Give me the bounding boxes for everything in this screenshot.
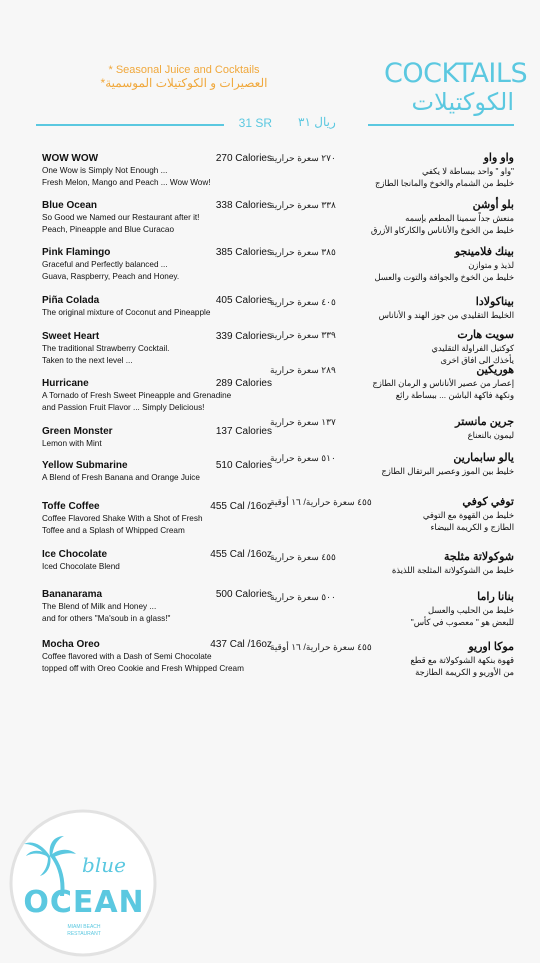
item-description-ar: إعصار من عصير الأناناس و الرمان الطازج: [372, 378, 514, 388]
item-calories-ar: ٤٥٥ سعرة حرارية/ ١٦ أوقية: [270, 642, 372, 652]
item-calories: 385 Calories: [215, 247, 272, 258]
item-calories: 437 Cal /16oz: [210, 639, 272, 650]
item-description: Lemon with Mint: [42, 439, 102, 448]
item-description: One Wow is Simply Not Enough ...: [42, 166, 168, 175]
menu-item-ar: [270, 550, 514, 576]
menu-item-ar: [270, 640, 514, 678]
item-description: Coffee flavored with a Dash of Semi Chocolate: [42, 652, 212, 661]
svg-text:MIAMI BEACH: MIAMI BEACH: [67, 924, 101, 930]
menu-item-en: [42, 377, 272, 414]
item-name-ar: سويت هارت: [457, 329, 514, 341]
item-name: WOW WOW: [42, 153, 99, 164]
item-name-ar: توفي كوفي: [462, 496, 514, 508]
blue-ocean-logo: [8, 808, 158, 958]
item-calories-ar: ٥١٠ سعرة حرارية: [270, 453, 336, 463]
item-name-ar: بلو أوشن: [472, 199, 514, 211]
item-description-ar: خليط من القهوة مع التوفي: [422, 510, 514, 520]
item-calories: 289 Calories: [215, 378, 272, 389]
item-name: Ice Chocolate: [42, 549, 108, 560]
menu-item-en: [42, 330, 272, 367]
item-calories-ar: ١٣٧ سعرة حرارية: [270, 417, 336, 427]
item-calories-ar: ٣٨٥ سعرة حرارية: [270, 247, 336, 257]
item-description: Toffee and a Splash of Whipped Cream: [42, 525, 185, 535]
menu-item-ar: [270, 590, 514, 628]
menu-item-en: [42, 548, 272, 573]
item-description-ar: من الأوريو و الكريمة الطازجة: [415, 667, 514, 677]
menu-item-ar: [270, 295, 514, 321]
item-description: and Passion Fruit Flavor ... Simply Delicious!: [42, 402, 205, 412]
price-en: 31 SR: [238, 116, 272, 130]
menu-item-en: [42, 500, 272, 537]
item-calories-ar: ٤٠٥ سعرة حرارية: [270, 297, 336, 307]
item-calories: 455 Cal /16oz: [210, 501, 272, 512]
menu-item-en: [42, 588, 272, 625]
item-name: Piña Colada: [42, 295, 100, 306]
item-description-ar: خليط بين الموز وعصير البرتقال الطازج: [381, 466, 514, 476]
price-ar: ريال ٣١: [298, 115, 336, 129]
item-calories: 510 Calories: [215, 460, 272, 471]
item-calories: 338 Calories: [215, 200, 272, 211]
menu-item-en: [42, 425, 272, 450]
item-calories: 500 Calories: [215, 589, 272, 600]
item-name: Blue Ocean: [42, 200, 98, 211]
item-calories-ar: ٥٠٠ سعرة حرارية: [270, 592, 336, 602]
item-description-ar: منعش جداً سمينا المطعم بإسمه: [405, 213, 514, 223]
menu-item-ar: [270, 451, 514, 477]
menu-title-ar: الكوكتيلات: [411, 88, 514, 116]
item-name-ar: بيناكولادا: [475, 296, 514, 308]
item-description: Graceful and Perfectly balanced ...: [42, 260, 168, 269]
item-description: Fresh Melon, Mango and Peach ... Wow Wow!: [42, 177, 211, 187]
item-name-ar: بنانا راما: [477, 591, 514, 603]
item-description: topped off with Oreo Cookie and Fresh Whipped Cream: [42, 663, 244, 673]
item-calories-ar: ٤٥٥ سعرة حرارية/ ١٦ أوقية: [270, 497, 372, 507]
item-calories-ar: ٣٣٩ سعرة حرارية: [270, 330, 336, 340]
item-name: Pink Flamingo: [42, 247, 111, 258]
item-description-ar: الخليط التقليدي من جوز الهند و الأناناس: [378, 310, 514, 320]
item-description-ar: خليط من الخوخ والأناناس والكاركاو الأزرق: [370, 225, 514, 235]
item-description-ar: ونكهة فاكهة الباشن ... ببساطة رائع: [395, 390, 514, 400]
menu-item-ar: [270, 151, 514, 189]
item-name-ar: يالو سابمارين: [453, 452, 514, 464]
item-name-ar: جرين مانستر: [455, 416, 514, 428]
item-calories-ar: ٢٧٠ سعرة حرارية: [270, 153, 336, 163]
item-description-ar: ليمون بالنعناع: [467, 430, 514, 440]
item-description: Iced Chocolate Blend: [42, 562, 120, 571]
seasonal-note-en: * Seasonal Juice and Cocktails: [108, 64, 260, 76]
item-description-ar: قهوة بنكهة الشوكولاتة مع قطع: [410, 655, 514, 665]
menu-item-en: [42, 152, 272, 189]
menu-item-en: [42, 199, 272, 236]
item-name-ar: واو واو: [483, 152, 514, 164]
item-description-ar: خليط من الشوكولاتة المثلجة اللذيذة: [391, 565, 514, 575]
item-calories: 137 Calories: [215, 426, 272, 437]
item-description: The Blend of Milk and Honey ...: [42, 602, 157, 611]
svg-text:OCEAN: OCEAN: [23, 885, 145, 920]
seasonal-note-ar: العصيرات و الكوكتيلات الموسمية*: [100, 76, 268, 90]
item-calories: 405 Calories: [215, 295, 272, 306]
item-calories: 339 Calories: [215, 331, 272, 342]
item-calories: 455 Cal /16oz: [210, 549, 272, 560]
divider-left: [36, 124, 224, 126]
item-description: Coffee Flavored Shake With a Shot of Fresh: [42, 514, 203, 523]
svg-text:RESTAURANT: RESTAURANT: [67, 931, 101, 937]
item-calories-ar: ٢٨٩ سعرة حرارية: [270, 365, 336, 375]
item-name: Mocha Oreo: [42, 639, 100, 650]
item-calories-ar: ٤٥٥ سعرة حرارية: [270, 552, 336, 562]
item-description: The original mixture of Coconut and Pineapple: [42, 308, 211, 317]
item-description-ar: لذيذ و متوازن: [468, 260, 514, 270]
item-name-ar: موكا اوريو: [468, 641, 514, 653]
menu-item-ar: [270, 363, 514, 401]
item-description: A Tornado of Fresh Sweet Pineapple and Grenadine: [42, 391, 232, 400]
item-name-ar: بينك فلامينجو: [454, 246, 514, 258]
item-description-ar: خليط من الخوخ والجوافة والتوت والعسل: [374, 272, 514, 282]
menu-title-en: COCKTAILS: [384, 58, 528, 89]
menu-item-en: [42, 294, 272, 319]
item-name: Sweet Heart: [42, 331, 100, 342]
item-description-ar: كوكتيل الفراولة التقليدي: [431, 343, 514, 353]
item-name-ar: هوريكين: [476, 364, 514, 376]
item-description: and for others "Ma'soub in a glass!": [42, 613, 171, 623]
item-name: Hurricane: [42, 378, 89, 389]
item-description-ar: الطازج و الكريمة البيضاء: [430, 522, 514, 532]
item-name: Bananarama: [42, 589, 103, 600]
item-calories-ar: ٣٣٨ سعرة حرارية: [270, 200, 336, 210]
item-description-ar: خليط من الشمام والخوخ والمانجا الطازج: [375, 178, 514, 188]
divider-right: [368, 124, 514, 126]
item-description-ar: خليط من الحليب والعسل: [427, 605, 514, 615]
item-description: The traditional Strawberry Cocktail.: [42, 344, 170, 353]
menu-item-en: [42, 246, 272, 283]
item-description: Peach, Pineapple and Blue Curacao: [42, 224, 175, 234]
item-calories: 270 Calories: [215, 153, 272, 164]
item-description-ar: يأخذك الى افاق اخرى: [440, 355, 514, 365]
item-description: Guava, Raspberry, Peach and Honey.: [42, 271, 180, 281]
item-name: Green Monster: [42, 426, 113, 437]
menu-item-ar: [270, 328, 514, 366]
menu-item-ar: [270, 245, 514, 283]
item-name: Yellow Submarine: [42, 460, 128, 471]
menu-item-ar: [270, 415, 514, 441]
menu-item-en: [42, 638, 272, 675]
svg-text:blue: blue: [82, 853, 126, 877]
item-description: Taken to the next level ...: [42, 355, 133, 365]
item-description-ar: للبعض هو " معصوب في كأس": [410, 617, 514, 627]
item-description-ar: "واو " واحد ببساطة لا يكفي: [421, 166, 514, 176]
menu-item-ar: [270, 198, 514, 236]
item-name-ar: شوكولاتة مثلجة: [444, 551, 514, 563]
menu-item-en: [42, 459, 272, 484]
menu-item-ar: [270, 495, 514, 533]
item-description: A Blend of Fresh Banana and Orange Juice: [42, 473, 200, 482]
item-description: So Good we Named our Restaurant after it!: [42, 213, 200, 222]
item-name: Toffe Coffee: [42, 501, 100, 512]
